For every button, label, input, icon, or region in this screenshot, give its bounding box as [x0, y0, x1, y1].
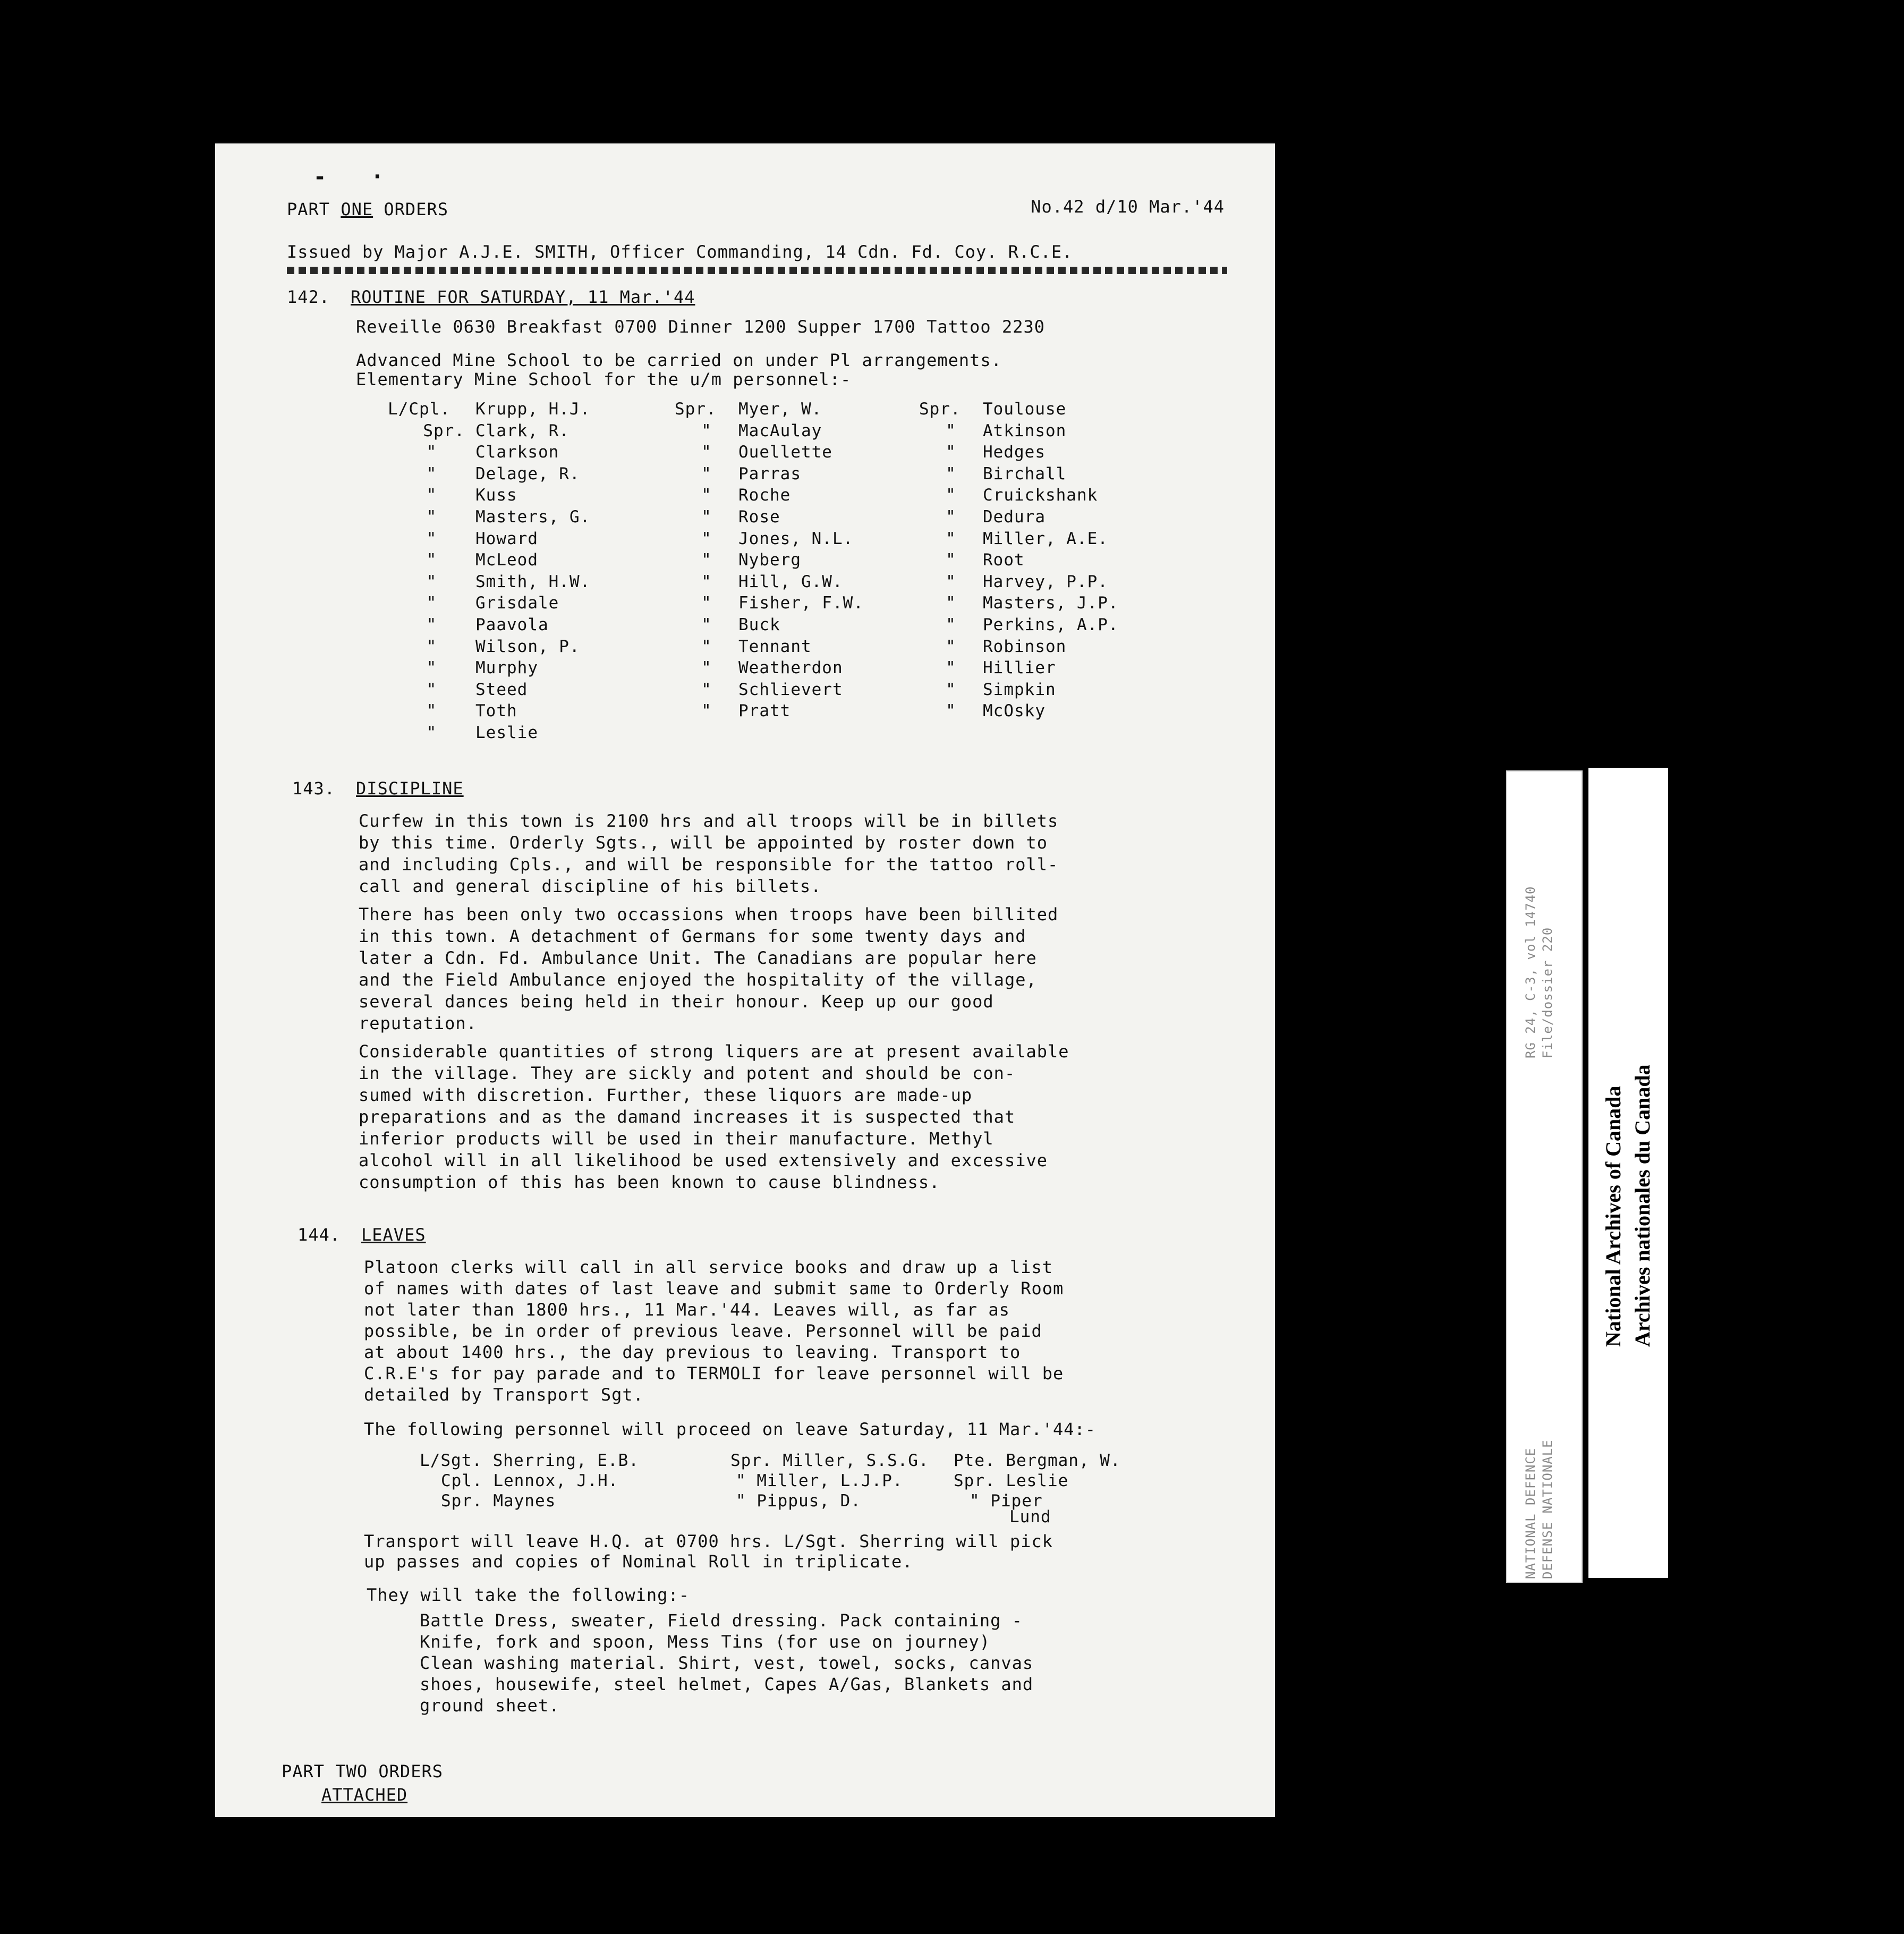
person-name: Krupp, H.J.	[475, 400, 591, 419]
leave-entry: " Miller, L.J.P.	[736, 1471, 903, 1490]
rank: Spr.	[675, 400, 717, 419]
person-name: Kuss	[475, 486, 517, 505]
leave-personnel-list	[420, 1450, 1217, 1530]
paragraph	[359, 904, 1240, 1034]
part-one-text: PART ONE ORDERS	[287, 199, 448, 219]
text-line: reputation.	[359, 1013, 477, 1033]
person-name: Leslie	[475, 723, 538, 742]
leave-entry: Cpl. Lennox, J.H.	[441, 1471, 619, 1490]
rank: "	[426, 507, 437, 527]
rank: "	[946, 572, 956, 591]
person-name: Paavola	[475, 615, 549, 634]
intro-line: Advanced Mine School to be carried on under Pl arrangements.	[356, 350, 1002, 370]
rank: "	[946, 507, 956, 527]
text-line: preparations and as the damand increases it is suspected that	[359, 1107, 1016, 1127]
name-entry	[388, 614, 590, 636]
issued-by-line: Issued by Major A.J.E. SMITH, Officer Commanding, 14 Cdn. Fd. Coy. R.C.E.	[287, 242, 1073, 262]
name-entry	[388, 657, 590, 679]
rank: "	[426, 443, 437, 462]
name-entry	[919, 636, 1119, 658]
person-name: MacAulay	[738, 421, 822, 440]
name-entry	[388, 549, 590, 571]
archive-stamp-strip	[1588, 768, 1668, 1578]
text-line: inferior products will be used in their manufacture. Methyl	[359, 1129, 994, 1149]
leave-entry: Spr. Maynes	[441, 1491, 556, 1511]
name-entry	[919, 549, 1119, 571]
part-one-heading	[287, 199, 448, 219]
person-name: Fisher, F.W.	[738, 593, 864, 613]
rank: "	[701, 593, 712, 613]
name-entry	[675, 528, 864, 550]
leave-entry: L/Sgt. Sherring, E.B.	[420, 1451, 639, 1470]
rank: "	[701, 680, 712, 699]
proceed-line	[364, 1419, 1246, 1440]
rank: "	[946, 680, 956, 699]
person-name: Atkinson	[983, 421, 1067, 440]
name-entry	[388, 420, 590, 442]
text-line: consumption of this has been known to cause blindness.	[359, 1172, 940, 1192]
text-line: detailed by Transport Sgt.	[364, 1385, 644, 1405]
rank: "	[946, 421, 956, 440]
text-line: Platoon clerks will call in all service books and draw up a list	[364, 1257, 1053, 1277]
person-name: Smith, H.W.	[475, 572, 591, 591]
part-two-orders	[282, 1760, 443, 1806]
person-name: Hill, G.W.	[738, 572, 843, 591]
person-name: Birchall	[983, 464, 1067, 484]
routine-line	[356, 316, 1238, 338]
leave-entry: Spr. Leslie	[954, 1471, 1069, 1490]
text-line: by this time. Orderly Sgts., will be appointed by roster down to	[359, 833, 1048, 853]
name-entry	[675, 571, 864, 593]
leave-entry: Pte. Bergman, W.	[954, 1451, 1121, 1470]
text-line: of names with dates of last leave and submit same to Orderly Room	[364, 1278, 1064, 1299]
rank: "	[701, 486, 712, 505]
rank: "	[426, 464, 437, 484]
person-name: Toth	[475, 701, 517, 721]
reference-text: File/dossier 220	[1540, 927, 1555, 1058]
rank: "	[426, 723, 437, 742]
person-name: Toulouse	[983, 400, 1067, 419]
leaves-body	[364, 1257, 1246, 1405]
text-line: several dances being held in their honour. Keep up our good	[359, 991, 994, 1012]
rank: Spr.	[919, 400, 961, 419]
name-entry	[919, 700, 1119, 722]
person-name: Dedura	[983, 507, 1046, 527]
person-name: Root	[983, 550, 1025, 570]
section-title: LEAVES	[361, 1225, 426, 1245]
rank: "	[946, 658, 956, 678]
rank: "	[426, 550, 437, 570]
person-name: Masters, G.	[475, 507, 591, 527]
rank: L/Cpl.	[388, 400, 450, 419]
names-column-3	[919, 398, 1119, 722]
rank: "	[946, 464, 956, 484]
name-entry	[919, 398, 1119, 420]
person-name: Clarkson	[475, 443, 559, 462]
section-title: ROUTINE FOR SATURDAY, 11 Mar.'44	[351, 287, 695, 307]
department-text: DEFENSE NATIONALE	[1540, 1439, 1555, 1579]
order-page	[215, 143, 1275, 1817]
rank: "	[946, 529, 956, 548]
page-marks: - ·	[313, 165, 400, 189]
name-entry	[919, 506, 1119, 528]
rank: "	[701, 550, 712, 570]
section-142-heading	[287, 287, 695, 307]
reference-text: RG 24, C-3, vol 14740	[1523, 886, 1538, 1058]
rank: "	[701, 658, 712, 678]
name-entry	[919, 420, 1119, 442]
rank: "	[946, 593, 956, 613]
person-name: Myer, W.	[738, 400, 822, 419]
section-number: 142.	[287, 287, 330, 307]
name-entry	[675, 420, 864, 442]
name-entry	[919, 679, 1119, 701]
transport-line: up passes and copies of Nominal Roll in triplicate.	[364, 1551, 913, 1572]
kit-item-line: ground sheet.	[420, 1695, 560, 1716]
person-name: Harvey, P.P.	[983, 572, 1108, 591]
name-entry	[675, 614, 864, 636]
person-name: Perkins, A.P.	[983, 615, 1119, 634]
rank: Spr.	[423, 421, 465, 440]
text-line: sumed with discretion. Further, these liquors are made-up	[359, 1085, 973, 1105]
name-entry	[388, 528, 590, 550]
text-line: in the village. They are sickly and potent and should be con-	[359, 1063, 1016, 1083]
kit-item-line: shoes, housewife, steel helmet, Capes A/Gas, Blankets and	[420, 1674, 1034, 1694]
person-name: Buck	[738, 615, 780, 634]
person-name: Cruickshank	[983, 486, 1098, 505]
paragraph	[359, 1041, 1240, 1193]
rank: "	[946, 637, 956, 656]
rank: "	[426, 572, 437, 591]
attached-line: ATTACHED	[321, 1785, 408, 1805]
name-entry	[919, 485, 1119, 506]
name-entry	[388, 442, 590, 463]
name-entry	[919, 442, 1119, 463]
rank: "	[701, 421, 712, 440]
rank: "	[701, 464, 712, 484]
person-name: Wilson, P.	[475, 637, 580, 656]
person-name: Grisdale	[475, 593, 559, 613]
rank: "	[701, 507, 712, 527]
archive-reference-strip	[1506, 770, 1583, 1583]
rank: "	[426, 637, 437, 656]
person-name: Simpkin	[983, 680, 1056, 699]
name-entry	[675, 398, 864, 420]
name-entry	[388, 463, 590, 485]
transport-line: Transport will leave H.Q. at 0700 hrs. L/Sgt. Sherring will pick	[364, 1531, 1053, 1551]
section-number: 143.	[292, 778, 336, 799]
name-entry	[919, 571, 1119, 593]
transport-note	[364, 1531, 1246, 1572]
section-143-heading	[292, 778, 464, 799]
name-entry	[675, 700, 864, 722]
paragraph	[364, 1257, 1246, 1405]
text-line: in this town. A detachment of Germans for some twenty days and	[359, 926, 1026, 946]
leave-entry: " Piper	[970, 1491, 1043, 1511]
person-name: Hedges	[983, 443, 1046, 462]
names-column-2	[675, 398, 864, 722]
rank: "	[701, 529, 712, 548]
name-entry	[675, 679, 864, 701]
part-two-line: PART TWO ORDERS	[282, 1761, 443, 1782]
person-name: Rose	[738, 507, 780, 527]
person-name: Roche	[738, 486, 791, 505]
kit-item-line: Battle Dress, sweater, Field dressing. Pack containing -	[420, 1610, 1023, 1631]
rank: "	[426, 615, 437, 634]
person-name: Miller, A.E.	[983, 529, 1108, 548]
name-entry	[388, 722, 590, 744]
text-line: not later than 1800 hrs., 11 Mar.'44. Leaves will, as far as	[364, 1300, 1010, 1320]
mine-school-intro	[356, 351, 1238, 389]
text-line: later a Cdn. Fd. Ambulance Unit. The Canadians are popular here	[359, 948, 1037, 968]
order-number: No.42 d/10 Mar.'44	[1031, 197, 1225, 217]
name-entry	[675, 442, 864, 463]
dashed-rule	[287, 267, 1227, 274]
kit-item-line: Knife, fork and spoon, Mess Tins (for use on journey)	[420, 1632, 991, 1652]
rank: "	[946, 443, 956, 462]
rank: "	[701, 572, 712, 591]
kit-list	[420, 1610, 1302, 1716]
text-line: C.R.E's for pay parade and to TERMOLI for leave personnel will be	[364, 1363, 1064, 1384]
archive-name: National Archives of Canada	[1601, 1085, 1625, 1347]
person-name: Jones, N.L.	[738, 529, 854, 548]
person-name: Parras	[738, 464, 801, 484]
text-line: and including Cpls., and will be responsible for the tattoo roll-	[359, 854, 1059, 875]
person-name: McOsky	[983, 701, 1046, 721]
rank: "	[701, 637, 712, 656]
leave-entry: Lund	[1009, 1507, 1051, 1526]
take-line	[367, 1584, 1248, 1606]
text-line: at about 1400 hrs., the day previous to leaving. Transport to	[364, 1342, 1021, 1362]
rank: "	[946, 550, 956, 570]
name-entry	[919, 614, 1119, 636]
text-line: call and general discipline of his billets.	[359, 876, 822, 896]
text-line: and the Field Ambulance enjoyed the hospitality of the village,	[359, 970, 1037, 990]
name-entry	[675, 506, 864, 528]
archive-name: Archives nationales du Canada	[1630, 1064, 1654, 1347]
person-name: Steed	[475, 680, 528, 699]
rank: "	[946, 486, 956, 505]
rank: "	[701, 615, 712, 634]
name-entry	[919, 592, 1119, 614]
person-name: Howard	[475, 529, 538, 548]
name-entry	[675, 463, 864, 485]
name-entry	[388, 398, 590, 420]
person-name: Clark, R.	[475, 421, 570, 440]
section-144-heading	[298, 1225, 426, 1245]
name-entry	[388, 700, 590, 722]
name-entry	[388, 636, 590, 658]
take-text: They will take the following:-	[367, 1585, 690, 1605]
section-number: 144.	[298, 1225, 341, 1245]
person-name: Tennant	[738, 637, 812, 656]
name-entry	[388, 506, 590, 528]
leave-entry: Spr. Miller, S.S.G.	[730, 1451, 929, 1470]
rank: "	[701, 701, 712, 721]
rank: "	[426, 593, 437, 613]
intro-line: Elementary Mine School for the u/m personnel:-	[356, 369, 852, 389]
name-entry	[388, 571, 590, 593]
rank: "	[426, 658, 437, 678]
underlined-word: ONE	[341, 199, 373, 219]
name-entry	[919, 463, 1119, 485]
text-line: possible, be in order of previous leave. Personnel will be paid	[364, 1321, 1042, 1341]
person-name: Nyberg	[738, 550, 801, 570]
person-name: Hillier	[983, 658, 1056, 678]
person-name: Pratt	[738, 701, 791, 721]
section-title: DISCIPLINE	[356, 778, 464, 799]
name-entry	[675, 636, 864, 658]
person-name: Murphy	[475, 658, 538, 678]
text-line: Curfew in this town is 2100 hrs and all troops will be in billets	[359, 811, 1059, 831]
name-entry	[388, 485, 590, 506]
name-entry	[675, 592, 864, 614]
leave-entry: " Pippus, D.	[736, 1491, 861, 1511]
name-entry	[388, 592, 590, 614]
rank: "	[426, 486, 437, 505]
name-entry	[675, 549, 864, 571]
proceed-text: The following personnel will proceed on leave Saturday, 11 Mar.'44:-	[364, 1419, 1096, 1439]
rank: "	[701, 443, 712, 462]
rank: "	[946, 615, 956, 634]
rank: "	[426, 529, 437, 548]
person-name: Robinson	[983, 637, 1067, 656]
kit-item-line: Clean washing material. Shirt, vest, towel, socks, canvas	[420, 1653, 1034, 1673]
text-line: alcohol will in all likelihood be used extensively and excessive	[359, 1150, 1048, 1170]
text-line: Considerable quantities of strong liquers are at present available	[359, 1041, 1069, 1062]
name-entry	[675, 485, 864, 506]
discipline-body	[359, 810, 1240, 1193]
name-entry	[919, 528, 1119, 550]
name-entry	[919, 657, 1119, 679]
text-line: There has been only two occassions when troops have been billited	[359, 904, 1059, 924]
name-entry	[675, 657, 864, 679]
paragraph	[359, 810, 1240, 897]
person-name: Delage, R.	[475, 464, 580, 484]
rank: "	[946, 701, 956, 721]
department-text: NATIONAL DEFENCE	[1523, 1447, 1538, 1579]
person-name: Masters, J.P.	[983, 593, 1119, 613]
person-name: Weatherdon	[738, 658, 843, 678]
person-name: Schlievert	[738, 680, 843, 699]
rank: "	[426, 701, 437, 721]
person-name: McLeod	[475, 550, 538, 570]
names-column-1	[388, 398, 590, 744]
name-entry	[388, 679, 590, 701]
person-name: Ouellette	[738, 443, 832, 462]
rank: "	[426, 680, 437, 699]
routine-times: Reveille 0630 Breakfast 0700 Dinner 1200 Supper 1700 Tattoo 2230	[356, 317, 1045, 337]
